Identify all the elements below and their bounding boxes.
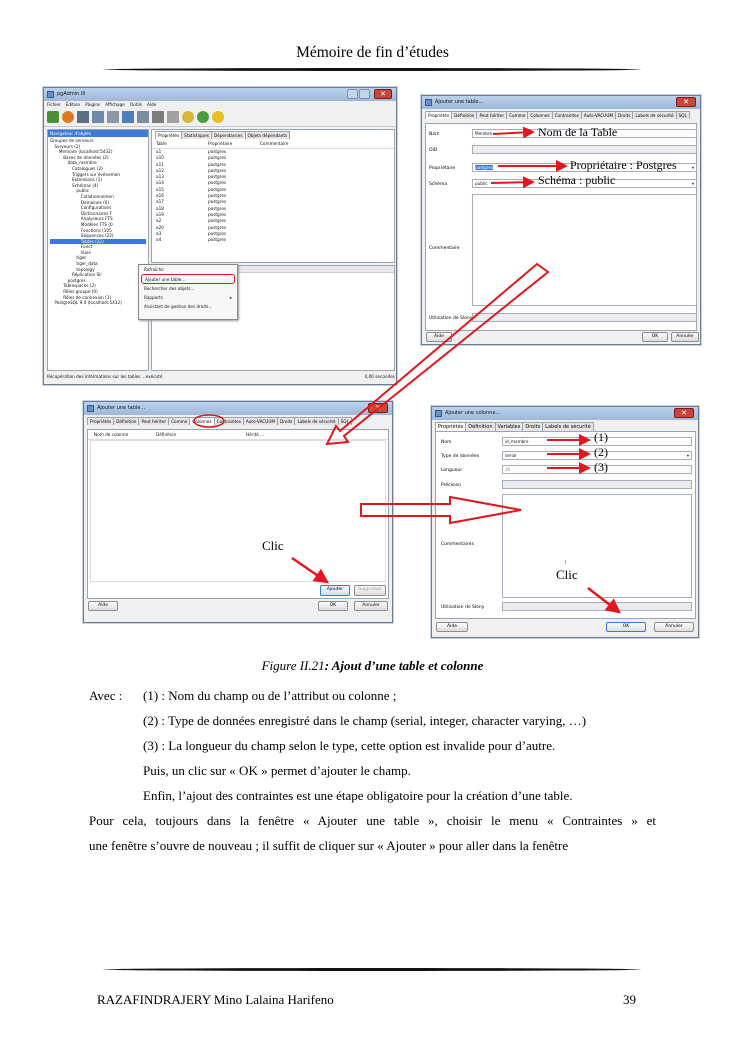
tab-comme[interactable]: Comme — [168, 417, 190, 425]
remove-column-button[interactable]: Supprimer — [354, 585, 386, 596]
avec-label: Avec : — [89, 688, 123, 703]
col-inherited[interactable]: Hérité ... — [246, 432, 265, 437]
tree-node[interactable]: Analyseurs FTS — [80, 216, 113, 222]
add-column-button[interactable]: Ajouter — [320, 585, 350, 596]
tree-node[interactable]: Memoire (localhost:5432) — [58, 149, 113, 155]
tab-d-finition[interactable]: Définition — [451, 111, 477, 119]
cancel-button[interactable]: Annuler — [654, 622, 694, 632]
tab-auto-vacuum[interactable]: Auto-VACUUM — [243, 417, 278, 425]
tree-node[interactable]: Domaines (0) — [80, 199, 110, 205]
tab-colonnes[interactable]: Colonnes — [189, 417, 214, 425]
tree-node[interactable]: Collationnemen — [80, 193, 114, 199]
col-table[interactable]: Table — [156, 141, 167, 146]
label-precision: Précision — [441, 483, 462, 488]
tab-dependencies[interactable]: Dépendances — [211, 131, 246, 139]
label-oid: OID — [429, 148, 438, 153]
owner-cell: postgres — [208, 199, 227, 205]
caption-figure-number: Figure II.21 — [261, 658, 325, 673]
tab-contraintes[interactable]: Contraintes — [552, 111, 582, 119]
table-name-cell: a10 — [156, 155, 164, 161]
table-name-cell: a1 — [156, 149, 162, 154]
help-button[interactable]: Aide — [436, 622, 468, 632]
object-browser-title: Navigateur d'objets — [48, 130, 148, 137]
body-para-line1: Pour cela, toujours dans la fenêtre « Ajouter une table », choisir le menu « Contraintes » et — [89, 813, 656, 828]
table-name-cell: a4 — [156, 237, 162, 243]
tree-node[interactable]: Bases de données (2) — [63, 154, 109, 160]
col-owner[interactable]: Propriétaire — [208, 141, 233, 146]
tab-peut-h-riter[interactable]: Peut hériter — [476, 111, 507, 119]
menu-plugins[interactable]: Plugins — [85, 102, 101, 107]
menu-help[interactable]: Aide — [146, 102, 157, 107]
ctx-add-table[interactable]: Ajouter une table... — [141, 274, 235, 284]
annotation-table-name: Nom de la Table — [538, 125, 618, 139]
body-item-3: (3) : La longueur du champ selon le type, cette option est invalide pour d’autre. — [143, 738, 556, 753]
table-name-cell: a2 — [156, 218, 162, 224]
owner-cell: postgres — [208, 237, 227, 243]
tab-droits[interactable]: Droits — [615, 111, 633, 119]
data-type-value: serial — [505, 453, 517, 458]
owner-cell: postgres — [208, 167, 227, 173]
tree-node[interactable]: public — [76, 188, 89, 194]
ok-button[interactable]: OK — [606, 622, 646, 632]
label-data-type: Type de données — [441, 454, 480, 459]
label-schema: Schéma — [429, 182, 448, 187]
ok-button[interactable]: OK — [642, 332, 668, 342]
tab-propri-t-s[interactable]: Propriétés — [425, 111, 452, 119]
close-button[interactable]: ✕ — [368, 403, 388, 413]
owner-cell: postgres — [208, 230, 227, 236]
tree-node[interactable]: Tablespaces (2) — [63, 283, 96, 289]
tree-node[interactable]: Rôles groupe (0) — [63, 289, 98, 295]
tab-comme[interactable]: Comme — [506, 111, 528, 119]
tree-node[interactable]: data_membre — [67, 160, 97, 166]
owner-cell: postgres — [208, 180, 227, 186]
label-name: Nom — [429, 132, 440, 137]
close-button[interactable]: ✕ — [374, 89, 392, 99]
tree-node[interactable]: Groupes de serveurs — [50, 138, 94, 143]
ctx-reports-label: Rapports — [144, 295, 163, 300]
annotation-click-ok: Clic — [556, 567, 578, 582]
figure-caption — [0, 658, 745, 674]
column-name-input[interactable]: id_membre — [502, 437, 692, 446]
arrow-name — [493, 132, 533, 134]
arrow-click-ok — [588, 588, 619, 612]
tab-droits[interactable]: Droits — [522, 422, 543, 431]
arrow-to-columns-tab — [327, 264, 548, 444]
length-input[interactable]: 30 — [502, 465, 692, 474]
page-header-title: Mémoire de fin d’études — [296, 44, 449, 61]
tab-auto-vacuum[interactable]: Auto-VACUUM — [581, 111, 616, 119]
label-comment: Commentaire — [429, 246, 460, 251]
body-item-2: (2) : Type de données enregistré dans le champ (serial, integer, character varying, …) — [143, 713, 587, 728]
tree-node[interactable]: topology — [76, 266, 95, 272]
close-button[interactable]: ✕ — [676, 97, 696, 107]
tab-dependents[interactable]: Objets dépendants — [245, 131, 291, 139]
owner-value: postgres — [475, 165, 494, 170]
owner-cell: postgres — [208, 224, 227, 230]
tree-node[interactable]: Réplication Sli — [72, 272, 102, 278]
label-slony: Utilisation de Slony — [429, 316, 473, 321]
table-name-cell: a3 — [156, 230, 162, 236]
annotation-schema: Schéma : public — [538, 173, 616, 187]
owner-cell: postgres — [208, 155, 227, 161]
arrow-schema — [491, 182, 533, 183]
tab-labels-de-s-curit-[interactable]: Labels de sécurité — [294, 417, 338, 425]
ok-button[interactable]: OK — [318, 601, 348, 611]
ctx-search-objects[interactable]: Rechercher des objets... — [144, 286, 195, 291]
columns-window-title: Ajouter une table... — [97, 405, 146, 411]
label-length: Longueur — [441, 468, 463, 473]
add-column-title: Ajouter une colonne... — [445, 410, 501, 416]
caption-text: : Ajout d’une table et colonne — [324, 658, 484, 673]
owner-cell: postgres — [208, 211, 227, 217]
table-name-cell: a12 — [156, 167, 164, 173]
owner-cell: postgres — [208, 174, 227, 180]
owner-cell: postgres — [208, 161, 227, 167]
text-cursor-icon: I — [565, 560, 567, 566]
tree-node[interactable]: Modèles FTS (0 — [80, 221, 113, 227]
tree-node[interactable]: Serveurs (2) — [54, 143, 81, 149]
dropdown-icon: ▾ — [691, 165, 694, 170]
tree-node[interactable]: PostgreSQL 9.4 (localhost:5432) — [54, 300, 122, 306]
tab-sql[interactable]: SQL — [338, 417, 352, 425]
owner-cell: postgres — [208, 149, 227, 154]
help-button[interactable]: Aide — [426, 332, 452, 342]
submenu-arrow-icon: ▸ — [229, 295, 232, 300]
table-name-cell: a20 — [156, 224, 164, 230]
body-item-5: Enfin, l’ajout des contraintes est une étape obligatoire pour la création d’une table. — [143, 788, 573, 803]
tree-node[interactable]: tiger_data — [76, 261, 98, 267]
ctx-grant-wizard[interactable]: Assistant de gestion des droits... — [144, 304, 213, 309]
tab-sql[interactable]: SQL — [676, 111, 690, 119]
tab-statistics[interactable]: Statistiques — [181, 131, 212, 139]
table-name-cell: a18 — [156, 205, 164, 211]
tree-node[interactable]: Triggers sur événemen — [72, 171, 121, 177]
tree-node[interactable]: Catalogues (2) — [72, 165, 103, 171]
tab-labels-de-s-curit-[interactable]: Labels de sécurité — [632, 111, 676, 119]
tree-node[interactable]: Dictionnaires F — [80, 210, 113, 216]
status-time: 0,00 secondes — [364, 374, 395, 379]
tree-node[interactable]: Configurations — [80, 205, 112, 211]
table-name-cell: a13 — [156, 174, 164, 180]
body-item-1: (1) : Nom du champ ou de l’attribut ou colonne ; — [143, 688, 397, 703]
tab-contraintes[interactable]: Contraintes — [214, 417, 244, 425]
table-name-cell: a15 — [156, 186, 164, 192]
tree-node[interactable]: Extensions (1) — [72, 177, 103, 183]
tree-node[interactable]: Fonctions (105 — [80, 227, 112, 233]
label-slony: Utilisation de Slony — [441, 605, 485, 610]
tab-droits[interactable]: Droits — [277, 417, 295, 425]
cancel-button[interactable]: Annuler — [354, 601, 388, 611]
menu-view[interactable]: Affichage — [105, 102, 125, 107]
menu-tools[interactable]: Outils — [129, 102, 142, 107]
tree-node[interactable]: Fonct — [80, 244, 93, 250]
tree-node[interactable]: Séquences (22) — [80, 233, 114, 239]
table-name-cell: a19 — [156, 211, 164, 217]
label-owner: Propriétaire — [429, 166, 456, 171]
menu-edit[interactable]: Édition — [65, 102, 81, 107]
annotation-click-add: Clic — [262, 538, 284, 553]
col-comment[interactable]: Commentaire — [260, 141, 289, 146]
tab-propri-t-s[interactable]: Propriétés — [435, 422, 466, 431]
col-column-name[interactable]: Nom de colonne — [94, 432, 129, 437]
owner-cell: postgres — [208, 205, 227, 211]
footer-rule — [103, 968, 641, 971]
tree-node[interactable]: postgres — [67, 277, 86, 283]
tree-node[interactable]: Tables (22) — [50, 239, 146, 245]
owner-cell: postgres — [208, 218, 227, 224]
label-comments: Commentaires — [441, 542, 474, 547]
tab-peut-h-riter[interactable]: Peut hériter — [138, 417, 169, 425]
status-text: Récupération des informations sur les tables ...exécuté — [47, 374, 163, 379]
help-button[interactable]: Aide — [88, 601, 118, 611]
table-name-cell: a14 — [156, 180, 164, 186]
annotation-2: (2) — [594, 445, 608, 459]
footer-author: RAZAFINDRAJERY Mino Lalaina Harifeno — [97, 992, 334, 1007]
add-table-title: Ajouter une table... — [435, 99, 484, 105]
table-name-cell: a11 — [156, 161, 164, 167]
body-list — [143, 683, 673, 808]
tab-propri-t-s[interactable]: Propriétés — [87, 417, 114, 425]
tree-node[interactable]: Rôles de connexion (1) — [63, 294, 112, 300]
annotation-owner: Propriétaire : Postgres — [570, 158, 677, 172]
label-column-name: Nom — [441, 440, 452, 445]
columns-tab-highlight — [194, 415, 224, 427]
dropdown-icon: ▾ — [691, 181, 694, 186]
tab-properties[interactable]: Propriétés — [155, 131, 182, 139]
tab-variables[interactable]: Variables — [495, 422, 524, 431]
tree-node[interactable]: Schémas (4) — [72, 182, 99, 188]
col-definition[interactable]: Définition — [156, 432, 177, 437]
body-item-4: Puis, un clic sur « OK » permet d’ajouter le champ. — [143, 763, 411, 778]
annotation-3: (3) — [594, 460, 608, 474]
tab-colonnes[interactable]: Colonnes — [527, 111, 552, 119]
ctx-refresh[interactable]: Rafraîchir — [144, 267, 165, 272]
close-button[interactable]: ✕ — [674, 408, 694, 418]
schema-value: public — [475, 181, 488, 186]
name-input[interactable]: Membre — [472, 129, 697, 138]
annotation-1: (1) — [594, 430, 608, 444]
owner-cell: postgres — [208, 186, 227, 192]
tree-node[interactable]: tiger — [76, 255, 87, 261]
arrow-to-add-column — [361, 497, 521, 523]
dropdown-icon: ▾ — [686, 453, 689, 458]
menu-file[interactable]: Fichier — [47, 102, 61, 107]
footer-page-number: 39 — [623, 992, 636, 1007]
table-name-cell: a17 — [156, 199, 164, 205]
tab-labels-de-s-curit-[interactable]: Labels de sécurité — [542, 422, 594, 431]
tab-d-finition[interactable]: Définition — [465, 422, 495, 431]
tree-node[interactable]: Vues — [80, 249, 91, 255]
pgadmin-title: pgAdmin III — [57, 91, 86, 97]
arrow-click-add — [292, 558, 327, 582]
cancel-button[interactable]: Annuler — [671, 332, 699, 342]
owner-cell: postgres — [208, 193, 227, 199]
body-para-line2: une fenêtre s’ouvre de nouveau ; il suffit de cliquer sur « Ajouter » pour aller dans la fenêtre — [89, 838, 569, 853]
table-name-cell: a16 — [156, 193, 164, 199]
tab-d-finition[interactable]: Définition — [113, 417, 139, 425]
